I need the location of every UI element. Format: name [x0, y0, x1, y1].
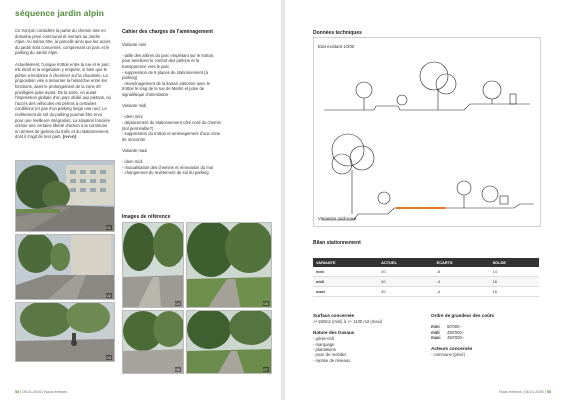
table-cell: 16 [490, 277, 539, 287]
table-row [313, 277, 539, 287]
table-cell: 14 [490, 267, 539, 277]
travaux-item: - reprise de réseaux [313, 357, 351, 363]
variant-line: - idem midi [122, 159, 143, 165]
variant-line: - déplacement du stationnement côté nord du chemin (sol perméable?) [122, 119, 221, 131]
table-cell: 16 [490, 287, 539, 297]
actors-item: - commune (privé) [431, 352, 465, 358]
footer-text: | 06.01.2016 | Nous entrons [20, 390, 68, 394]
inline-tag: (n-n-n) [62, 134, 77, 140]
reference-photo [186, 222, 272, 308]
intro-text [15, 28, 111, 145]
table-header-row [313, 258, 539, 267]
photo-number: 02 [106, 293, 111, 298]
variant-lines [122, 159, 222, 176]
travaux-item: - marquage [313, 341, 335, 347]
reference-photo [15, 302, 115, 362]
variant-line: - mutualisation des chemins et rénovation du mur [122, 164, 214, 170]
street-photo-image [16, 303, 115, 362]
cost-info [431, 313, 541, 357]
column-header: ACTUEL [378, 258, 433, 267]
street-photo-image [16, 235, 115, 300]
table-row [313, 287, 539, 297]
variant-line: - suppression du trottoir et aménagement d'une zone de rencontre [122, 131, 221, 142]
photo-number: 04 [175, 301, 180, 306]
table-cell: -4 [434, 287, 490, 297]
park-photo-image [187, 311, 272, 374]
cost-value: 450'000.- [447, 335, 465, 341]
variant-title: Variante mini [122, 41, 147, 47]
column-header: ECARTS [434, 258, 490, 267]
page-number: 55 [546, 390, 551, 394]
variant-lines [122, 114, 222, 142]
page-gutter [281, 0, 285, 400]
variant-line: - taille des arbres du parc empiétant sur le trottoir, pour améliorer le confort des piétons et la transparence vers le parc [122, 52, 215, 69]
cost-value: 50'000.- [447, 324, 463, 330]
photo-number: 07 [263, 367, 268, 372]
park-photo-image [187, 223, 272, 308]
table-row [313, 267, 539, 277]
variant-title: Variante midi [122, 103, 147, 109]
intro-paragraph: Ce tronçon considère la partie du chemin sise en domaine privé communal et menant au Jardin Alpin. Au même titre, la parcelle ainsi que les accès du jardin sont concernés, comprenant un parc et le parking du Jardin Alpin. [15, 28, 111, 56]
actors-title: Acteurs concernés [431, 345, 473, 351]
tech-title: Données techniques [313, 30, 362, 36]
street-photo-image [16, 161, 115, 232]
reference-photo [122, 222, 184, 308]
reference-photo [122, 310, 184, 374]
variant-line: - changement du revêtement de sol du parking [122, 170, 209, 176]
intro-paragraph-text: Actuellement, l'unique trottoir entre la rue et le parc est étroit et la végétation y empiète, si bien que le piéton a tendance à cheminer sur la chaussée. La proposition vise à retourner la hiérarchie entre les fonctions, dans le prolongement de la zone 20 privilégiée juste avant. De la sorte, on aurait l'impression globale d'un parc dédié aux piétons, où l'accès des véhicules est permis à certaines conditions (et pas d'un parking longé une rue). Le revêtement de sol du parking pourrait être revu pour une meilleure intégration. La situation foncière octroie une certaine liberté d'action à la commune en termes de gestion du trafic et du stationnement, dont il s'agit de tirer parti. [15, 61, 111, 140]
variant-line: - suppression de 6 places de stationnement (à parking) [122, 69, 208, 81]
photo-number: 05 [263, 301, 268, 306]
photo-number: 03 [106, 355, 111, 360]
cost-list [431, 324, 541, 340]
travaux-item: - plantations [313, 347, 336, 353]
table-cell: -6 [434, 267, 490, 277]
table-cell: 20 [378, 287, 433, 297]
surface-value: +/-150m2 (mini) à +/- 1100 m2 (maxi) [313, 319, 383, 325]
table-cell: midi [313, 277, 378, 287]
cahier-des-charges [122, 30, 222, 181]
technical-drawing [313, 37, 541, 227]
reference-photo [15, 160, 115, 232]
reference-photo [15, 234, 115, 300]
column-header: SOLDE [490, 258, 539, 267]
variant-state-label: Variantes midi-maxi [318, 216, 357, 221]
intro-paragraph [15, 62, 111, 140]
reference-photo [186, 310, 272, 374]
photo-number: 01 [106, 225, 111, 230]
variant-line: - idem mini [122, 114, 143, 120]
variant-lines [122, 53, 222, 98]
photo-number: 06 [175, 367, 180, 372]
travaux-item: - pose de mobilier [313, 352, 347, 358]
parking-title: Bilan stationnement [313, 240, 361, 246]
footer-text: Nous entrons | 06.01.2016 | [498, 390, 546, 394]
table-cell: -4 [434, 277, 490, 287]
cost-key: midi [431, 329, 440, 335]
table-cell: 20 [378, 267, 433, 277]
section-drawing [314, 38, 540, 226]
cost-key: mini [431, 324, 440, 330]
cost-value: 450'000.- [447, 329, 465, 335]
footer-right [499, 390, 551, 394]
park-photo-image [123, 311, 184, 374]
surface-title: Surface concernée [313, 313, 355, 318]
table-cell: maxi [313, 287, 378, 297]
travaux-item: - génie-civil [313, 336, 335, 342]
variant-line: - réaménagement de la liaison piétonne avec le trottoir le long de la rue de Martin et pose de signalétique d'orientation [122, 80, 210, 97]
travaux-title: Nature des travaux [313, 329, 355, 335]
works-info [313, 313, 423, 363]
parking-table [313, 258, 539, 297]
existing-state-label: Etat existant 1/200 [318, 44, 355, 49]
cost-key: maxi [431, 335, 441, 341]
references-title: Images de référence [122, 214, 171, 220]
page-title: séquence jardin alpin [15, 8, 105, 18]
table-cell: 20 [378, 277, 433, 287]
table-cell: mini [313, 267, 378, 277]
footer-left [15, 390, 67, 394]
column-header: VARIANTE [313, 258, 378, 267]
cost-title: Ordre de grandeur des coûts [431, 313, 495, 318]
page-number: 54 [15, 390, 20, 394]
park-photo-image [123, 223, 184, 308]
right-page [283, 0, 566, 400]
variant-title: Variante maxi [122, 147, 148, 153]
cahier-title: Cahier des charges de l'aménagement [122, 29, 213, 35]
